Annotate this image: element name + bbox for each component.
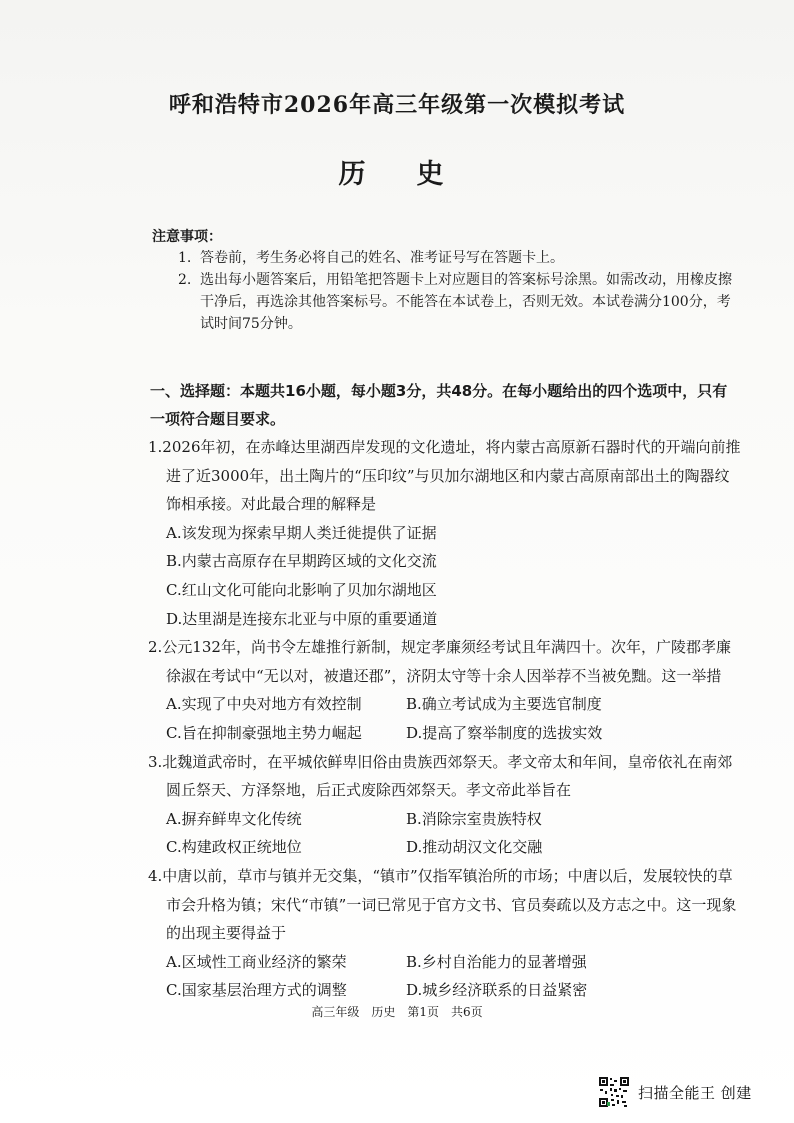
option-d: D.提高了察举制度的选拔实效 bbox=[406, 723, 603, 742]
option-a: A.实现了中央对地方有效控制 bbox=[166, 695, 362, 714]
notice-list bbox=[178, 247, 738, 335]
option-d: D.达里湖是连接东北亚与中原的重要通道 bbox=[166, 609, 438, 628]
page-footer: 高三年级 历史 第1页 共6页 bbox=[311, 1005, 483, 1019]
option-a: A.区域性工商业经济的繁荣 bbox=[166, 952, 347, 971]
question-3 bbox=[148, 748, 743, 862]
question-1 bbox=[148, 433, 743, 633]
option-row bbox=[148, 976, 743, 1005]
option-a: A.该发现为探索早期人类迁徙提供了证据 bbox=[166, 523, 437, 542]
question-2 bbox=[148, 633, 743, 747]
question-stem: 1.2026年初，在赤峰达里湖西岸发现的文化遗址，将内蒙古高原新石器时代的开端向前推进了近3000年，出土陶片的“压印纹”与贝加尔湖地区和内蒙古高原南部出土的陶器纹饰相承接。对此最合理的解释是 bbox=[148, 438, 741, 514]
option-d: D.推动胡汉文化交融 bbox=[406, 838, 543, 857]
option-b: B.乡村自治能力的显著增强 bbox=[406, 952, 587, 971]
question-stem: 2.公元132年，尚书令左雄推行新制，规定孝廉须经考试且年满四十。次年，广陵郡孝廉徐淑在考试中“无以对，被遣还郡”，济阴太守等十余人因举荐不当被免黜。这一举措 bbox=[148, 638, 731, 685]
option-c: C.构建政权正统地位 bbox=[166, 838, 302, 857]
notice-item bbox=[178, 269, 738, 335]
option-d: D.城乡经济联系的日益紧密 bbox=[406, 981, 588, 1000]
section-heading: 一、选择题：本题共16小题，每小题3分，共48分。在每小题给出的四个选项中，只有一项符合题目要求。 bbox=[150, 382, 728, 428]
question-stem: 4.中唐以前，草市与镇并无交集，“镇市”仅指军镇治所的市场；中唐以后，发展较快的草市会升格为镇；宋代“市镇”一词已常见于官方文书、官员奏疏以及方志之中。这一现象的出现主要得益于 bbox=[148, 866, 737, 943]
question-4 bbox=[148, 862, 743, 1005]
notice-text: 选出每小题答案后，用铅笔把答题卡上对应题目的答案标号涂黑。如需改动，用橡皮擦干净后，再选涂其他答案标号。不能答在本试卷上，否则无效。本试卷满分100分，考试时间75分钟。 bbox=[200, 272, 732, 332]
question-stem: 3.北魏道武帝时，在平城依鲜卑旧俗由贵族西郊祭天。孝文帝太和年间，皇帝依礼在南郊圆丘祭天、方泽祭地，后正式废除西郊祭天。孝文帝此举旨在 bbox=[148, 752, 733, 800]
option-b: B.消除宗室贵族特权 bbox=[406, 809, 542, 828]
notice-text: 答卷前，考生务必将自己的姓名、准考证号写在答题卡上。 bbox=[200, 250, 564, 266]
option-c: C.国家基层治理方式的调整 bbox=[166, 981, 347, 1000]
option-c: C.红山文化可能向北影响了贝加尔湖地区 bbox=[166, 580, 437, 599]
notice-heading: 注意事项： bbox=[152, 229, 222, 245]
notice-number: 1. bbox=[178, 250, 192, 266]
option-a: A.摒弃鲜卑文化传统 bbox=[166, 809, 302, 828]
exam-title: 呼和浩特市2026年高三年级第一次模拟考试 bbox=[168, 92, 626, 118]
option-row bbox=[148, 833, 743, 862]
scanner-watermark bbox=[598, 1075, 752, 1109]
qr-code-icon bbox=[598, 1076, 630, 1108]
watermark-text: 扫描全能王 创建 bbox=[638, 1083, 752, 1102]
notice-number: 2. bbox=[178, 272, 192, 288]
notice-item bbox=[178, 247, 738, 269]
question-list bbox=[148, 433, 743, 1005]
option-c: C.旨在抑制豪强地主势力崛起 bbox=[166, 723, 362, 742]
option-row bbox=[148, 690, 743, 719]
option-row bbox=[148, 719, 743, 748]
option-row bbox=[148, 805, 743, 834]
option-row bbox=[148, 948, 743, 977]
option-b: B.内蒙古高原存在早期跨区域的文化交流 bbox=[166, 552, 437, 571]
option-b: B.确立考试成为主要选官制度 bbox=[406, 695, 602, 714]
subject-title: 历 史 bbox=[338, 159, 456, 190]
